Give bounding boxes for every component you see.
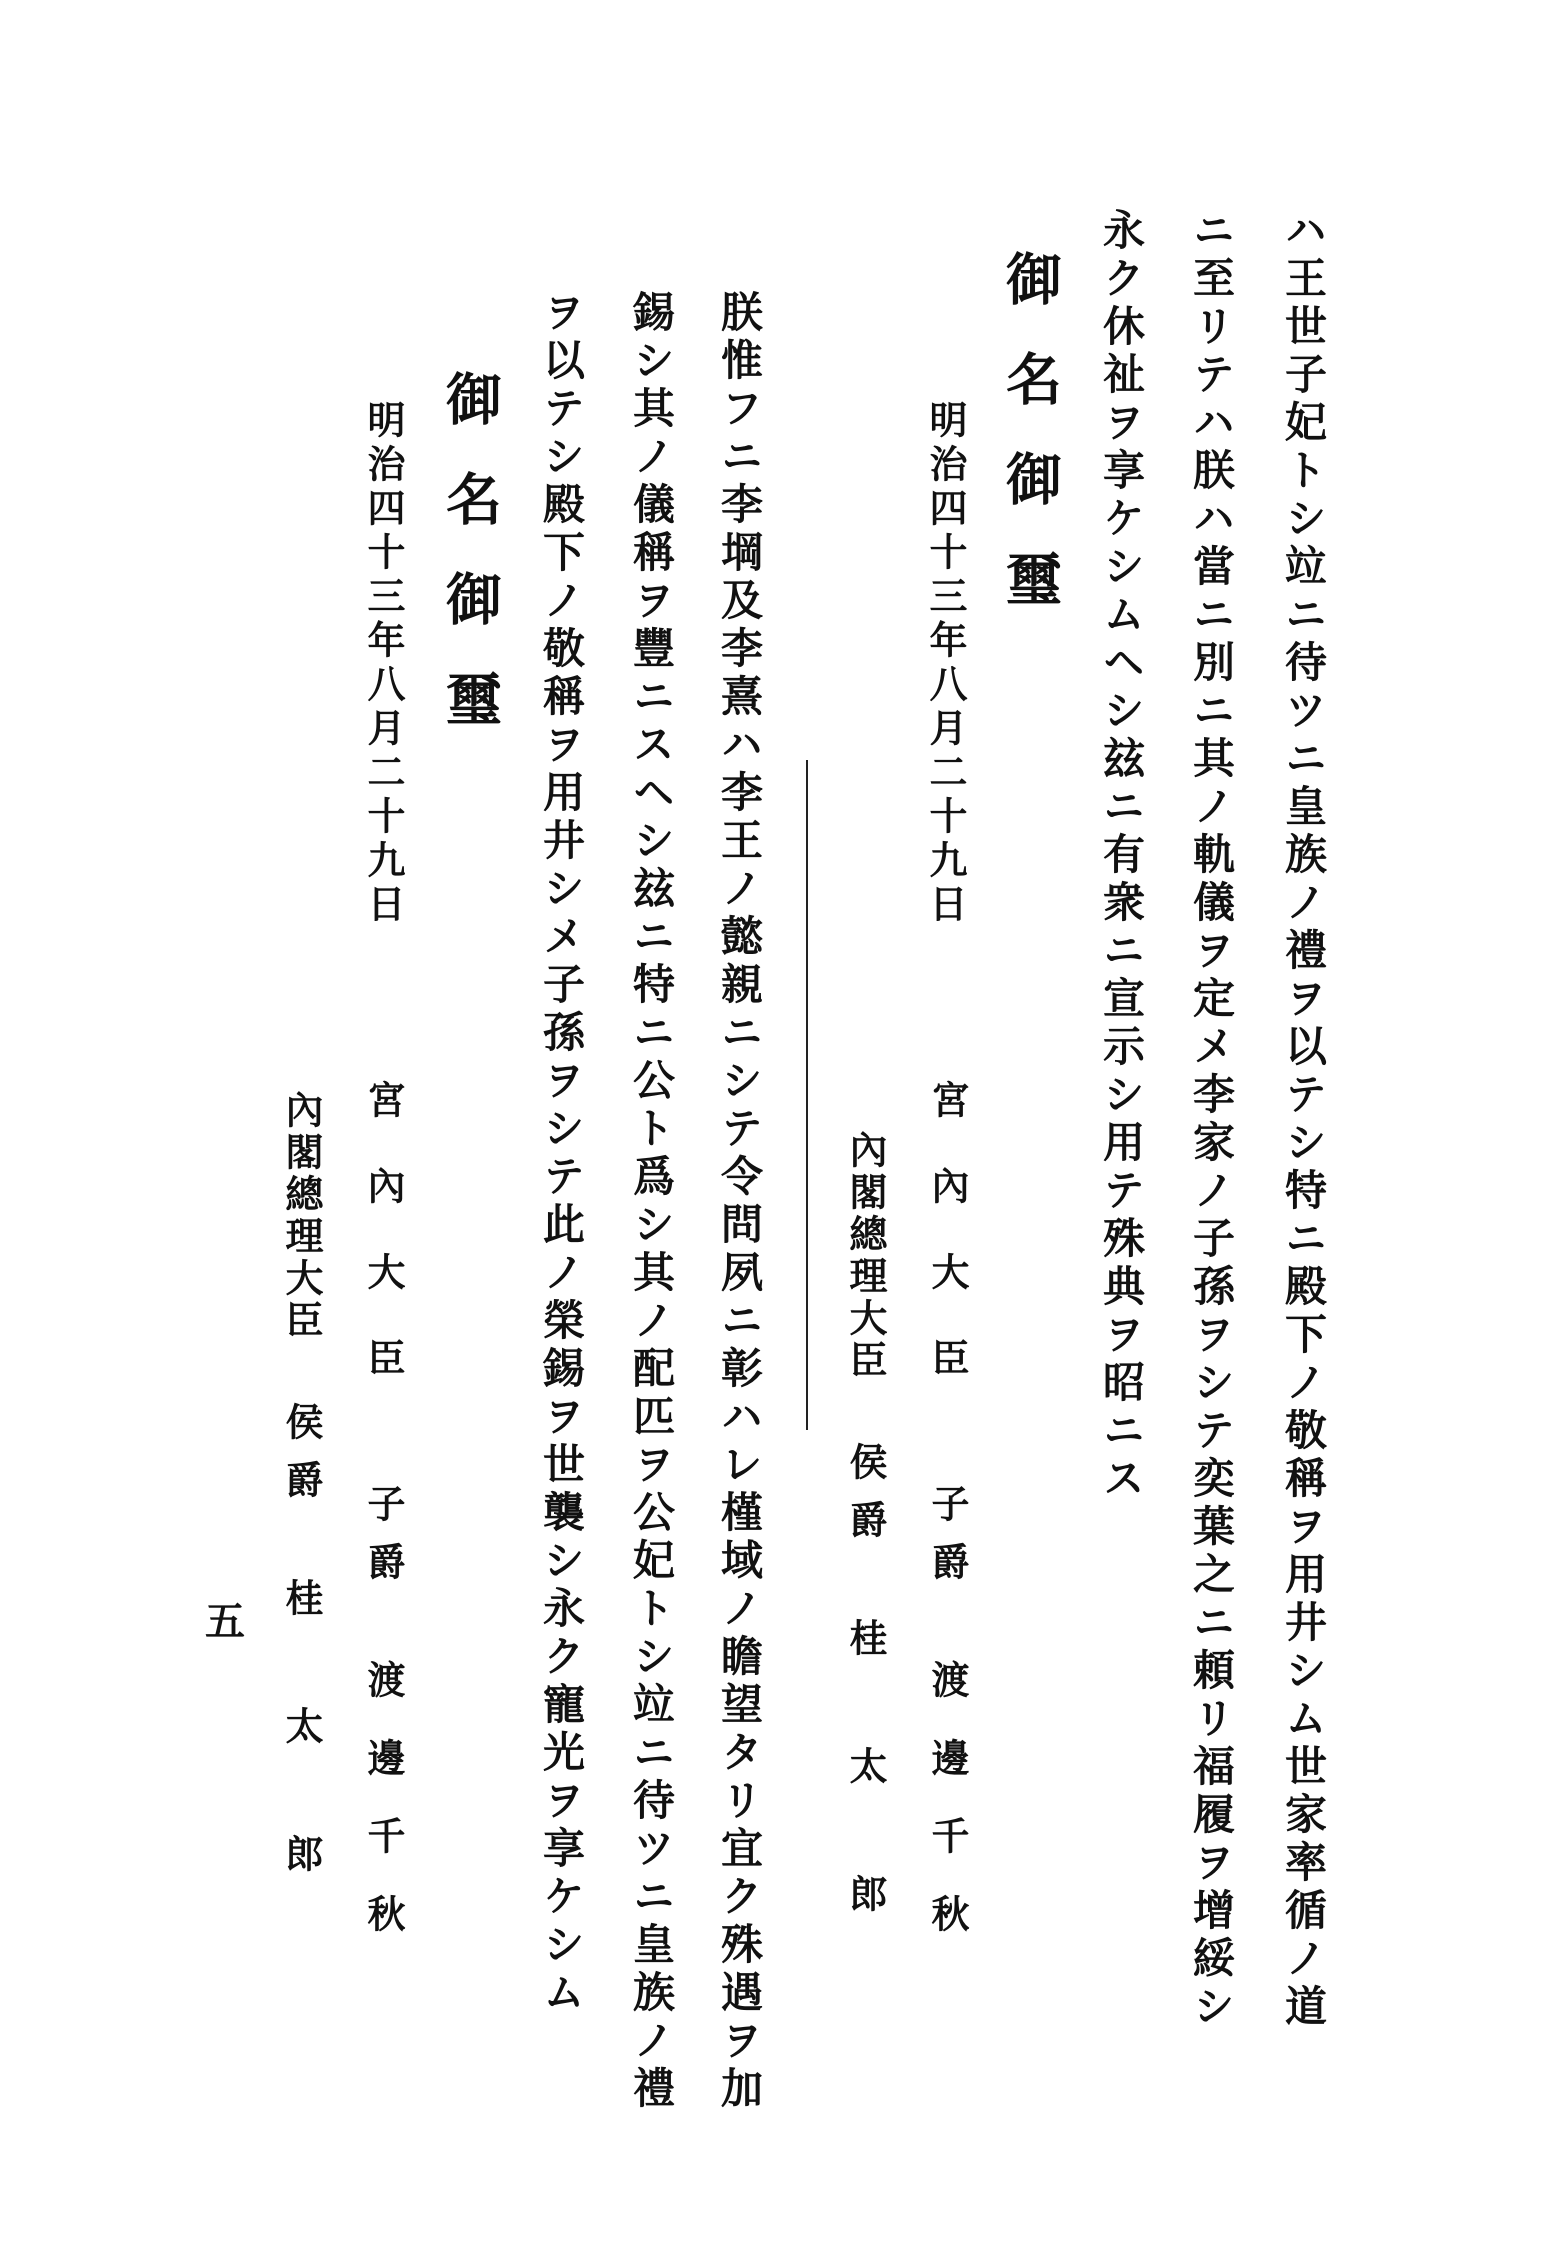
edict2-signatory-2-name: 桂太郎 — [279, 1578, 324, 1962]
edict2-line-3: ヲ以テシ殿下ノ敬稱ヲ用井シメ子孫ヲシテ此ノ榮錫ヲ世襲シ永ク寵光ヲ享ケシム — [537, 290, 586, 2018]
edict2-line-1: 朕惟フニ李堈及李熹ハ李王ノ懿親ニシテ令問夙ニ彰ハレ槿域ノ瞻望タリ宜ク殊遇ヲ加 — [715, 290, 764, 2114]
edict1-line-3: 永ク休祉ヲ享ケシムヘシ玆ニ有衆ニ宣示シ用テ殊典ヲ昭ニス — [1097, 208, 1146, 1504]
edict1-signatory-2-title: 侯爵 — [843, 1442, 888, 1558]
edict2-signatory-2 — [279, 1090, 324, 1962]
edict2-signatory-1-name: 渡邊千秋 — [361, 1660, 406, 1972]
edict1-line-2: ニ至リテハ朕ハ當ニ別ニ其ノ軌儀ヲ定メ李家ノ子孫ヲシテ奕葉之ニ頼リ福履ヲ增綏シ — [1187, 208, 1236, 2032]
edict2-signatory-1 — [361, 1080, 406, 1972]
edict1-date: 明治四十三年八月二十九日 — [923, 400, 968, 928]
edict2-signatory-2-office: 內閣總理大臣 — [279, 1090, 324, 1342]
edict2-line-2: 錫シ其ノ儀稱ヲ豐ニスヘシ玆ニ特ニ公ト爲シ其ノ配匹ヲ公妃トシ竝ニ待ツニ皇族ノ禮 — [627, 290, 676, 2114]
edict2-signatory-2-title: 侯爵 — [279, 1402, 324, 1518]
edict2-signatory-1-office: 宮內大臣 — [361, 1080, 406, 1424]
edict1-signatory-2 — [843, 1130, 888, 2002]
edict1-signatory-1-office: 宮內大臣 — [925, 1080, 970, 1424]
edict1-imperial-sign: 御名御璽 — [997, 250, 1063, 650]
edict-divider-line — [806, 760, 808, 1430]
edict1-signatory-1-title: 子爵 — [925, 1484, 970, 1600]
edict1-signatory-2-office: 內閣總理大臣 — [843, 1130, 888, 1382]
edict1-signatory-1-name: 渡邊千秋 — [925, 1660, 970, 1972]
edict2-imperial-sign: 御名御璽 — [437, 370, 503, 770]
page-number: 五 — [205, 1598, 245, 1645]
edict1-signatory-2-name: 桂太郎 — [843, 1618, 888, 2002]
edict1-line-1: ハ王世子妃トシ竝ニ待ツニ皇族ノ禮ヲ以テシ特ニ殿下ノ敬稱ヲ用井シム世家率循ノ道 — [1279, 208, 1328, 2032]
edict2-signatory-1-title: 子爵 — [361, 1484, 406, 1600]
edict2-date: 明治四十三年八月二十九日 — [361, 400, 406, 928]
edict1-signatory-1 — [925, 1080, 970, 1972]
